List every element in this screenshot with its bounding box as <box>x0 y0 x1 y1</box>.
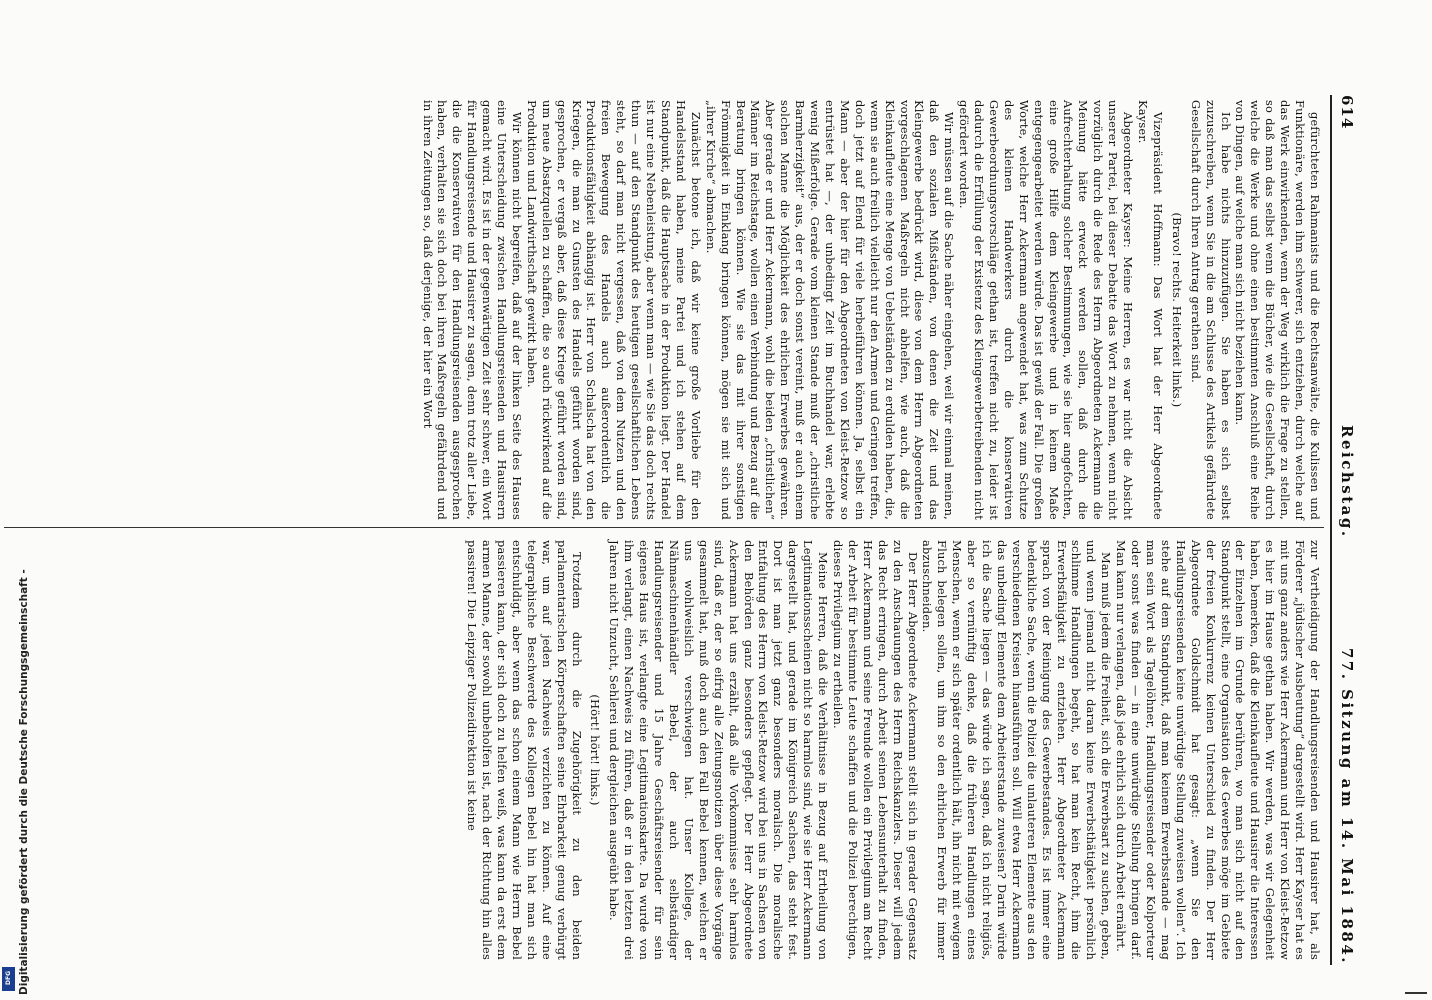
footer-strip <box>0 0 30 1000</box>
paragraph: Wir müssen auf die Sache näher eingehen, weil wir einmal meinen, daß den sozialen Mißständen, von denen die Zeit und das Kleingewerbe bedrückt wird, diese von dem Herrn Abgeordneten vorgeschlagenen Maßregeln nicht abhelfen, wie auch, daß die Kleinkaufleute eine Menge von Uebelständen zu erdulden haben, die, wenn sie auch freilich vielleicht nur den Armen und Geringen treffen, doch jetzt auf Elend für viele herbeiführen können. Ja, selbst ein Mann — aber der hier für den Abgeordneten von Kleist-Retzow so entrüstet hat —, der unbedingt Zeit im Buchhandel war, erlebte wenig Mißerfolge. Gerade vom kleinen Stande muß der „christliche Barmherzigkeit“ aus, der er doch sonst vereint, muß er auch einem solchen Manne die Möglichkeit des ehrlichen Erwerbes gewähren. Aber gerade er und Herr Ackermann, wohl die beiden „christlichen“ Männer im Reichstage, wollen einen Verbindung und Bezug auf die Beratung bringen können. Wie sie das mit ihrer sonstigen Frömmigkeit in Einklang bringen können, mögen sie mit sich und „ihrer Kirche“ abmachen. <box>703 100 957 520</box>
dfg-logo: DFG <box>2 967 15 991</box>
header-rule <box>1330 95 1332 965</box>
paragraph: gefürchteten Rahmanists und die Rechtsanwälte, die Kulissen und Funktionäre, werden ihm schwerer, sich entziehen, durch welche auf das Werk einwirkenden, wenn der Weg wirklich die Frage zu stellen, so daß man das selbst wenn die Bücher, wie die Gesellschaft, durch welche die Werke und ohne einen bestimmten Anschluß eine Reihe von Dingen, auf welche man sich nicht beziehen kann. <box>1233 100 1322 520</box>
interjection: (Bravo! rechts. Heiterkeit links.) <box>1169 212 1184 408</box>
paragraph: Abgeordneter Kayser: Meine Herren, es war nicht die Absicht unserer Partei, bei dieser Debatte das Wort zu nehmen, wenn nicht vorzüglich durch die Rede des Herrn Abgeordneten Ackermann die Meinung hätte erweckt werden sollen, daß durch die Aufrechterhaltung solcher Bestimmungen, wie sie hier angefochten, eine große Hilfe dem Kleingewerbe und in keinem Maße entgegengearbeitet werden würde. Das ist gewiß der Fall. Die großen Worte, welche Herr Ackermann angewendet hat, was zum Schutze des kleinen Handwerkers durch die konservativen Gewerbeordnungsvorschläge gethan ist, treffen nicht zu, leider ist dadurch die Erfüllung der Existenz des Kleingewerbetreibenden nicht gefördert worden. <box>957 100 1136 520</box>
page-number: 614 <box>1338 95 1356 130</box>
paragraph: Trotzdem durch die Zugehörigkeit zu den beiden parlamentarischen Körperschaften seine Ehrbarkeit genug verbürgt war, um auf jeden Nachweis verzichten zu können. Auf eine telegraphische Beschwerde des Kollegen Bebel hin hat man sich entschuldigt, aber wenn das schon einem Mann wie Herrn Bebel passieren kann, der sich doch zu helfen weiß, was kann da erst dem armen Manne, der sowohl unbeholfen ist, nach der Richtung hin alles passiren! Die Leipziger Polizeidirektion ist keine <box>465 540 584 960</box>
column-divider <box>4 527 1324 528</box>
speaker-line: Vizepräsident Hoffmann: Das Wort hat der Herr Abgeordnete Kayser. <box>1136 100 1165 520</box>
paragraph: Wir können nicht begreifen, daß auf der linken Seite des Hauses eine Unterscheidung zwischen Handlungsreisenden und Hausirern gemacht wird. Es ist in der gegenwärtigen Zeit sehr schwer, ein Wort für Handlungsreisende und Hausirer zu sagen, denn trotz aller Liebe, die die Konservativen für den Handlungsreisenden ausgesprochen haben, verhalten sie sich doch bei ihren Maßregeln gefährdend und in ihren Zeitungen so, daß derjenige, der hier ein Wort <box>420 100 524 520</box>
paragraph: Meine Herren, daß die Verhältnisse in Bezug auf Ertheilung von Legitimationsscheinen nicht so harmlos sind, wie sie Herr Ackermann dargestellt hat, und gerade im Königreich Sachsen, das steht fest. Dort ist man jetzt ganz besonders moralisch. Die moralische Entfaltung des Herrn von Kleist-Retzow wird bei uns in Sachsen von den Behörden ganz besonders gepflegt. Der Herr Abgeordnete Ackermann hat uns erzählt, daß alle Vorkommnisse sehr harmlos sind, daß er, der so eifrig alle Zeitungsnotizen über diese Vorgänge gesammelt hat, muß doch auch den Fall Bebel kennen, welchen er uns wohlweislich verschwiegen hat. Unser Kollege, der Nähmaschinenhändler Bebel, der auch selbständiger Handlungsreisender und 15 Jahre Geschäftsreisender für sein eigenes Haus ist, verlangte eine Legitimationskarte. Da wurde von ihm verlangt, einen Nachweis zu führen, daß er in den letzten drei Jahren nicht Unzucht, Sehlerei und dergleichen ausgeübt habe. <box>607 540 831 960</box>
header-title: Reichstag. <box>1338 425 1356 539</box>
page-header <box>1334 95 1360 965</box>
left-column <box>420 100 1322 520</box>
paragraph: Man muß jedem die Freiheit, sich die Erwerbsart zu suchen, geben, und wenn jemand nicht daran keine Erwerbsthätigkeit persönlich schlimme Handlungen begeht, so hat man kein Recht, ihm die Erwerbsfähigkeit zu entziehen. Herr Abgeordneter Ackermann sprach von der Reinigung des Gewerbestandes. Es ist immer eine bedenkliche Sache, wenn die Polizei die unlauteren Elemente aus den verschiedenen Kreisen hinausführen soll. Will etwa Herr Ackermann das unbedingt Elemente dem Arbeiterstande zuweisen? Darin würde ich die Sache liegen — das würde ich sagen, daß ich nicht religiös, aber so vernünftig denke, daß die früheren Handlungen eines Menschen, wenn er sich später ordentlich hält, ihn nicht mit ewigem Fluch belegen sollen, um ihm so den ehrlichen Erwerb für immer abzuschneiden. <box>920 540 1114 960</box>
session-date: 77. Sitzung am 14. Mai 1884. <box>1338 647 1356 965</box>
paragraph: Ich habe nichts hinzuzufügen. Sie haben es sich selbst zuzuschreiben, wenn Sie in die am Schlusse des Artikels gefährdete Gesellschaft durch Ihren Antrag gerathen sind. <box>1188 100 1233 520</box>
right-column <box>464 540 1322 960</box>
interjection: (Hört! hört! links.) <box>588 694 603 806</box>
paragraph: Der Herr Abgeordnete Ackermann stellt sich in gerader Gegensatz zu den Anschauungen des Herrn Reichskanzlers. Dieser will jedem das Recht erringen, durch Arbeit seinen Lebensunterhalt zu finden, Herr Ackermann und seine Freunde wollen ein Privilegium am Recht der Arbeit für bestimmte Leute schaffen und die Polizei berechtigen, dieses Privilegium zu ertheilen. <box>831 540 920 960</box>
edge-mark <box>1405 992 1427 994</box>
paragraph: zur Vertheidigung der Handlungsreisenden und Hausirer hat, als Förderer „jüdischer Ausbeutung“ dargestellt wird. Herr Kayser hat es mit uns ganz anders wie Herr Ackermann und Herr von Kleist-Retzow es hier im Hause gethan haben. Wir werden, was wir Gelegenheit haben, bemerken, daß die Kleinkaufleute und Hausirer die Interessen der Einzelnen im Grunde berühren, wo man sich nicht auf den Standpunkt stellt, eine Organisation des Gewerbes möge im Gebiete der freien Konkurrenz keinen Unterschied zu finden. Der Herr Abgeordnete Goldschmidt hat gesagt: „wenn Sie den Handlungsreisenden keine unwürdige Stellung zuweisen wollen“. Ich stehe auf dem Standpunkt, daß man keinem Erwerbsstande — mag man sein Wort als Tagelöhner, Handlungsreisender oder Kolporteur oder sonst was finden — in eine unwürdige Stellung bringen darf. Man kann nur verlangen, daß jede ehrlich sich durch Arbeit ernährt. <box>1114 540 1322 960</box>
paragraph: Zunächst betone ich, daß wir keine große Vorliebe für den Handelsstand haben, meine Partei und ich stehen auf dem Standpunkt, daß die Hauptsache in der Produktion liegt. Der Handel ist nur eine Nebenleistung, aber wenn man — wie Sie das doch rechts thun — auf den Standpunkt des heutigen gesellschaftlichen Lebens steht, so darf man nicht vergessen, daß von dem Nutzen und den freien Bewegung des Handels auch außerordentlich die Produktionsfähigkeit abhängig ist. Herr von Schalscha hat von den Kriegen, die man zu Gunsten des Handels geführt worden sind, gesprochen, er vergaß aber, daß diese Kriege geführt worden sind, um neue Absatzquellen zu schaffen, die so auch rückwirkend auf die Produktion und Landwirthschaft gewirkt haben. <box>524 100 703 520</box>
digitization-credit: Digitalisierung gefördert durch die Deutsche Forschungsgemeinschaft - <box>18 569 30 995</box>
